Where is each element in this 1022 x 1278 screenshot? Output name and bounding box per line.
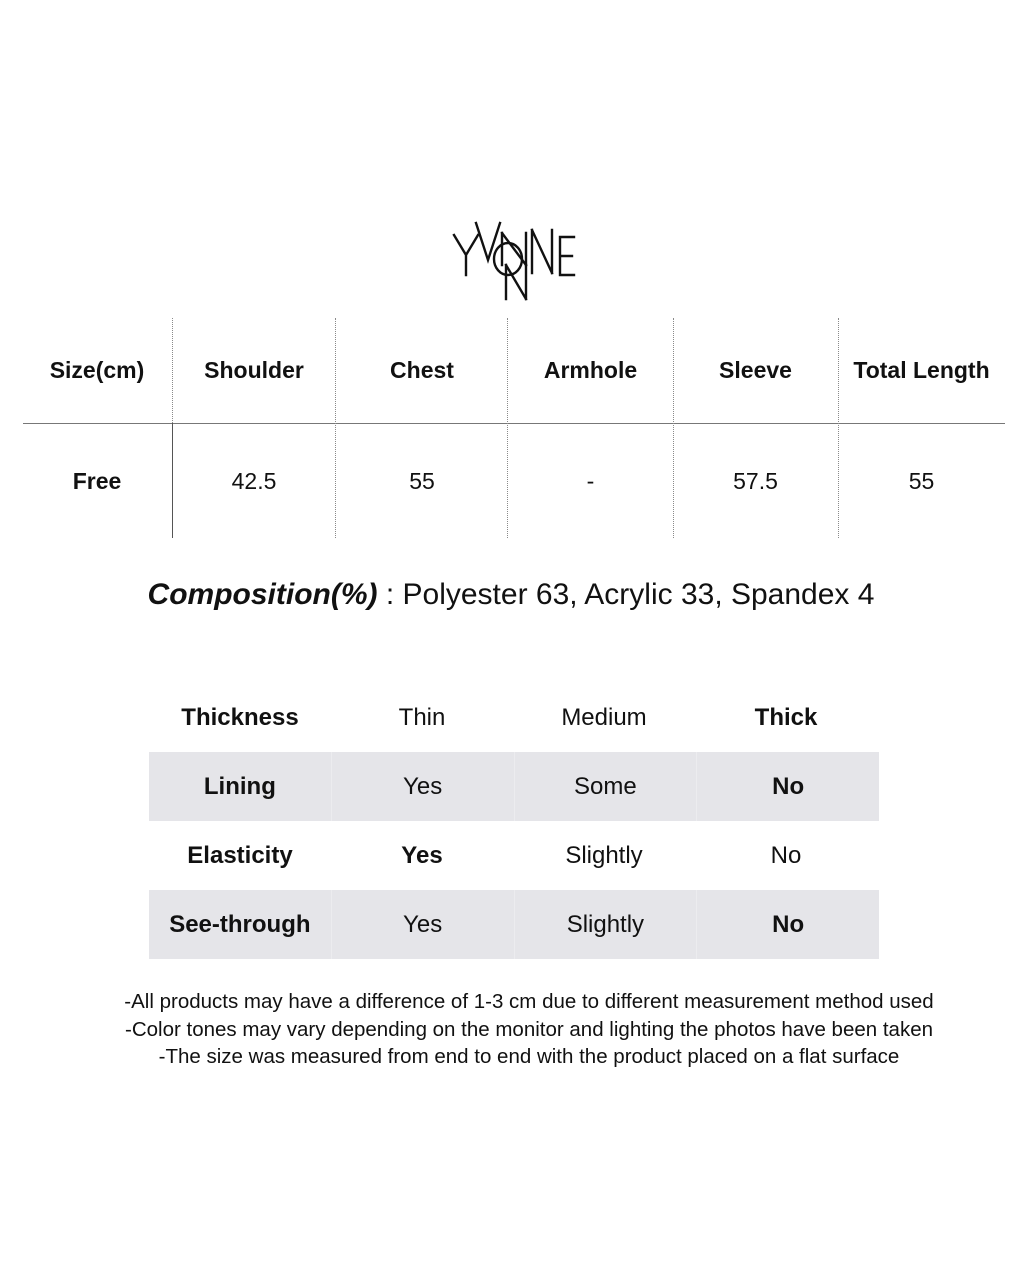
size-free: Free <box>72 468 122 494</box>
value-sleeve: 57.5 <box>733 468 778 494</box>
column-divider <box>172 423 173 538</box>
fabric-option: Yes <box>331 890 514 959</box>
fabric-row-name: Lining <box>203 772 276 800</box>
value-chest: 55 <box>409 468 435 494</box>
header-chest: Chest <box>390 357 454 383</box>
fabric-row-name: Thickness <box>181 703 299 731</box>
fabric-option: No <box>770 841 802 869</box>
column-divider <box>838 318 839 538</box>
fabric-option: Some <box>514 752 697 821</box>
composition <box>0 578 1022 612</box>
header-size: Size(cm) <box>49 357 145 383</box>
fabric-option: Yes <box>331 752 514 821</box>
fabric-option-selected: No <box>696 890 879 959</box>
column-divider <box>507 318 508 538</box>
fabric-option: Slightly <box>514 890 697 959</box>
composition-label: Composition(%) <box>147 578 378 611</box>
header-sleeve: Sleeve <box>719 357 792 383</box>
disclaimer-notes <box>0 988 1022 1071</box>
note-line: -All products may have a difference of 1-3 cm due to different measurement method used <box>124 990 934 1013</box>
fabric-option: Thin <box>398 703 446 731</box>
value-armhole: - <box>586 468 595 494</box>
fabric-row-lining <box>149 752 879 821</box>
header-total-length: Total Length <box>853 357 990 383</box>
fabric-row-elasticity <box>149 821 879 890</box>
note-line: -Color tones may vary depending on the monitor and lighting the photos have been taken <box>125 1017 933 1041</box>
fabric-option-selected: No <box>696 752 879 821</box>
fabric-option: Slightly <box>565 841 643 869</box>
column-divider <box>673 318 674 538</box>
fabric-option-selected: Yes <box>401 841 443 869</box>
fabric-option: Medium <box>561 703 647 731</box>
fabric-row-name: Elasticity <box>187 841 293 869</box>
value-shoulder: 42.5 <box>231 468 277 494</box>
header-divider <box>23 423 1005 424</box>
composition-value: Polyester 63, Acrylic 33, Spandex 4 <box>402 578 875 611</box>
column-divider <box>172 318 173 423</box>
composition-separator: : <box>377 578 403 611</box>
brand-logo <box>440 215 585 305</box>
fabric-row-name: See-through <box>169 910 311 938</box>
header-armhole: Armhole <box>543 357 638 383</box>
value-total-length: 55 <box>908 468 935 494</box>
note-line: -The size was measured from end to end with the product placed on a flat surface <box>158 1045 900 1068</box>
fabric-row-see-through <box>149 890 879 959</box>
fabric-properties-table <box>149 683 879 959</box>
fabric-row-thickness <box>149 683 879 752</box>
size-table <box>23 318 1005 538</box>
fabric-option-selected: Thick <box>754 703 818 731</box>
header-shoulder: Shoulder <box>204 357 304 383</box>
column-divider <box>335 318 336 538</box>
